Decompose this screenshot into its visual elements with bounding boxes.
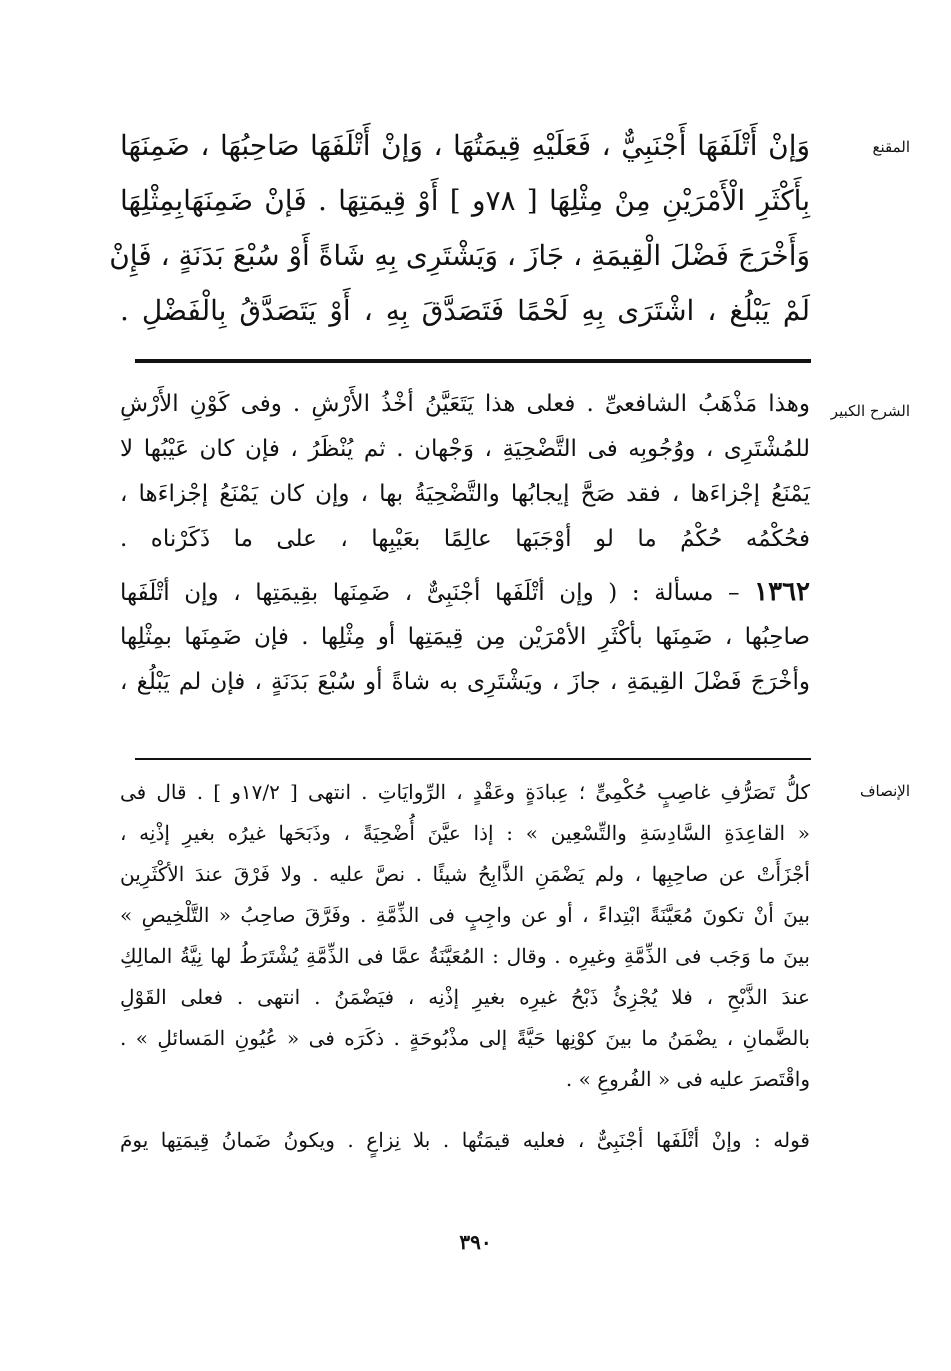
masala-line: وأخْرَجَ فَضْلَ القِيمَةِ ، جازَ ، ويَشْتَرِى به شاةً أو سُبْعَ بَدَنَةٍ ، فإن لم يَبْلُغ ، [120, 669, 810, 695]
masala-number: ١٣٦٢ [754, 577, 811, 607]
sharh-label: الشرح الكبير [830, 402, 910, 420]
muqni-section [109, 118, 910, 358]
masala-heading-text: – مسألة : ( وإن أتْلَفَها أجْنَبِىٌّ ، ضَمِنَها بقِيمَتِها ، وإن أتْلَفَها [120, 580, 740, 606]
muqni-line: وَأَخْرَجَ فَضْلَ الْقِيمَةِ ، جَازَ ، وَيَشْتَرِى بِهِ شَاةً أَوْ سُبْعَ بَدَنَةٍ ، فَإِنْ [109, 239, 810, 272]
muqni-line: وَإنْ أَتْلَفَهَا أَجْنَبِيٌّ ، فَعَلَيْهِ قِيمَتُهَا ، وَإنْ أَتْلَفَهَا صَاحِبُهَا ، ضَمِنَهَا [120, 129, 810, 162]
page-number: ٣٩٠ [459, 1230, 492, 1254]
qawluhu-line: قوله : وإنْ أتْلَفَها أجْنَبِىٌّ ، فعليه قيمَتُها . بلا نِزاعٍ . ويكونُ ضَمانُ قِيمَتِها يومَ [120, 1128, 810, 1152]
insaf-text [120, 772, 810, 1161]
insaf-line: كلُّ تَصَرُّفِ غاصِبٍ حُكْمِىٍّ ؛ عِبادَةٍ وعَقْدٍ ، الرِّوايَاتِ . انتهى [ ١٧/٢و ] . قال فى [120, 780, 810, 804]
sharh-section [120, 382, 910, 722]
sharh-text [120, 382, 810, 705]
insaf-section [120, 772, 910, 1182]
insaf-line: عندَ الذَّبْحِ ، فلا يُجْزِئُ ذَبْحُ غيرِه بغيرِ إذْنِه ، فيَضْمَنُ . انتهى . فعلى القَوْلِ [120, 985, 810, 1009]
thin-divider [135, 758, 811, 760]
sharh-line: وهذا مَذْهَبُ الشافعىِّ . فعلى هذا يَتَعَيَّنُ أخْذُ الأَرْشِ . وفى كَوْنِ الأَرْشِ [120, 391, 810, 417]
muqni-label: المقنع [872, 138, 910, 156]
muqni-line: بِأَكْثَرِ الْأَمْرَيْنِ مِنْ مِثْلِهَا [ ٧٨و ] أَوْ قِيمَتِهَا . فَإنْ ضَمِنَهَابِمِثْلِهَا [120, 184, 810, 217]
sharh-line: يَمْنَعُ إجْزاءَها ، فقد صَحَّ إيجابُها والتَّضْحِيَةُ بها ، وإن كان يَمْنَعُ إجْزاءَها ، [120, 481, 810, 507]
thick-divider [135, 359, 811, 363]
sharh-line: فحُكْمُه حُكْمُ ما لو أوْجَبَها عالِمًا بعَيْبِها ، على ما ذَكَرْناه . [120, 526, 810, 552]
muqni-line: لَمْ يَبْلُغ ، اشْتَرَى بِهِ لَحْمًا فَتَصَدَّقَ بِهِ ، أَوْ يَتَصَدَّقُ بِالْفَضْلِ . [120, 294, 810, 327]
sharh-line: للمُشْتَرِى ، ووُجُوبِه فى التَّضْحِيَةِ ، وَجْهان . ثم يُنْظَرُ ، فإن كان عَيْبُها لا [120, 436, 810, 462]
insaf-label: الإنصاف [859, 782, 910, 800]
insaf-line: « القاعِدَةِ السَّادِسَةِ والتِّسْعِين » : إذا عيَّنَ أُضْحِيَةً ، وذَبَحَها غيرُه بغيرِ إذْنِه ، [120, 821, 810, 845]
insaf-line: أجْزَأَتْ عن صاحِبِها ، ولم يَضْمَنِ الذَّابِحُ شيئًا . نصَّ عليه . ولا فَرْقَ عندَ الأكْثَرِين [120, 862, 810, 886]
masala-line: صاحِبُها ، ضَمِنَها بأكْثَرِ الأمْرَيْن مِن قِيمَتِها أو مِثْلِها . فإن ضَمِنَها بمِثْلِها [120, 624, 810, 650]
insaf-line: بينَ أنْ تكونَ مُعَيَّنَةً ابْتِداءً ، أو عن واجِبٍ فى الذِّمَّةِ . وفَرَّقَ صاحِبُ « التَّلْخِيصِ » [120, 903, 810, 927]
insaf-line: واقْتَصرَ عليه فى « الفُروعِ » . [565, 1067, 810, 1091]
muqni-text [109, 118, 810, 338]
insaf-line: بينَ ما وَجَب فى الذِّمَّةِ وغيرِه . وقال : المُعَيَّنَةُ عمَّا فى الذِّمَّةِ يُشْتَرَطُ لها نِيَّةُ المالِكِ [120, 944, 810, 968]
insaf-line: بالضَّمانِ ، يضْمَنُ ما بينَ كوْنِها حَيَّةً إلى مذْبُوحَةٍ . ذكَرَه فى « عُيُونِ المَسائلِ » . [120, 1026, 810, 1050]
masala-first-line [120, 570, 810, 615]
